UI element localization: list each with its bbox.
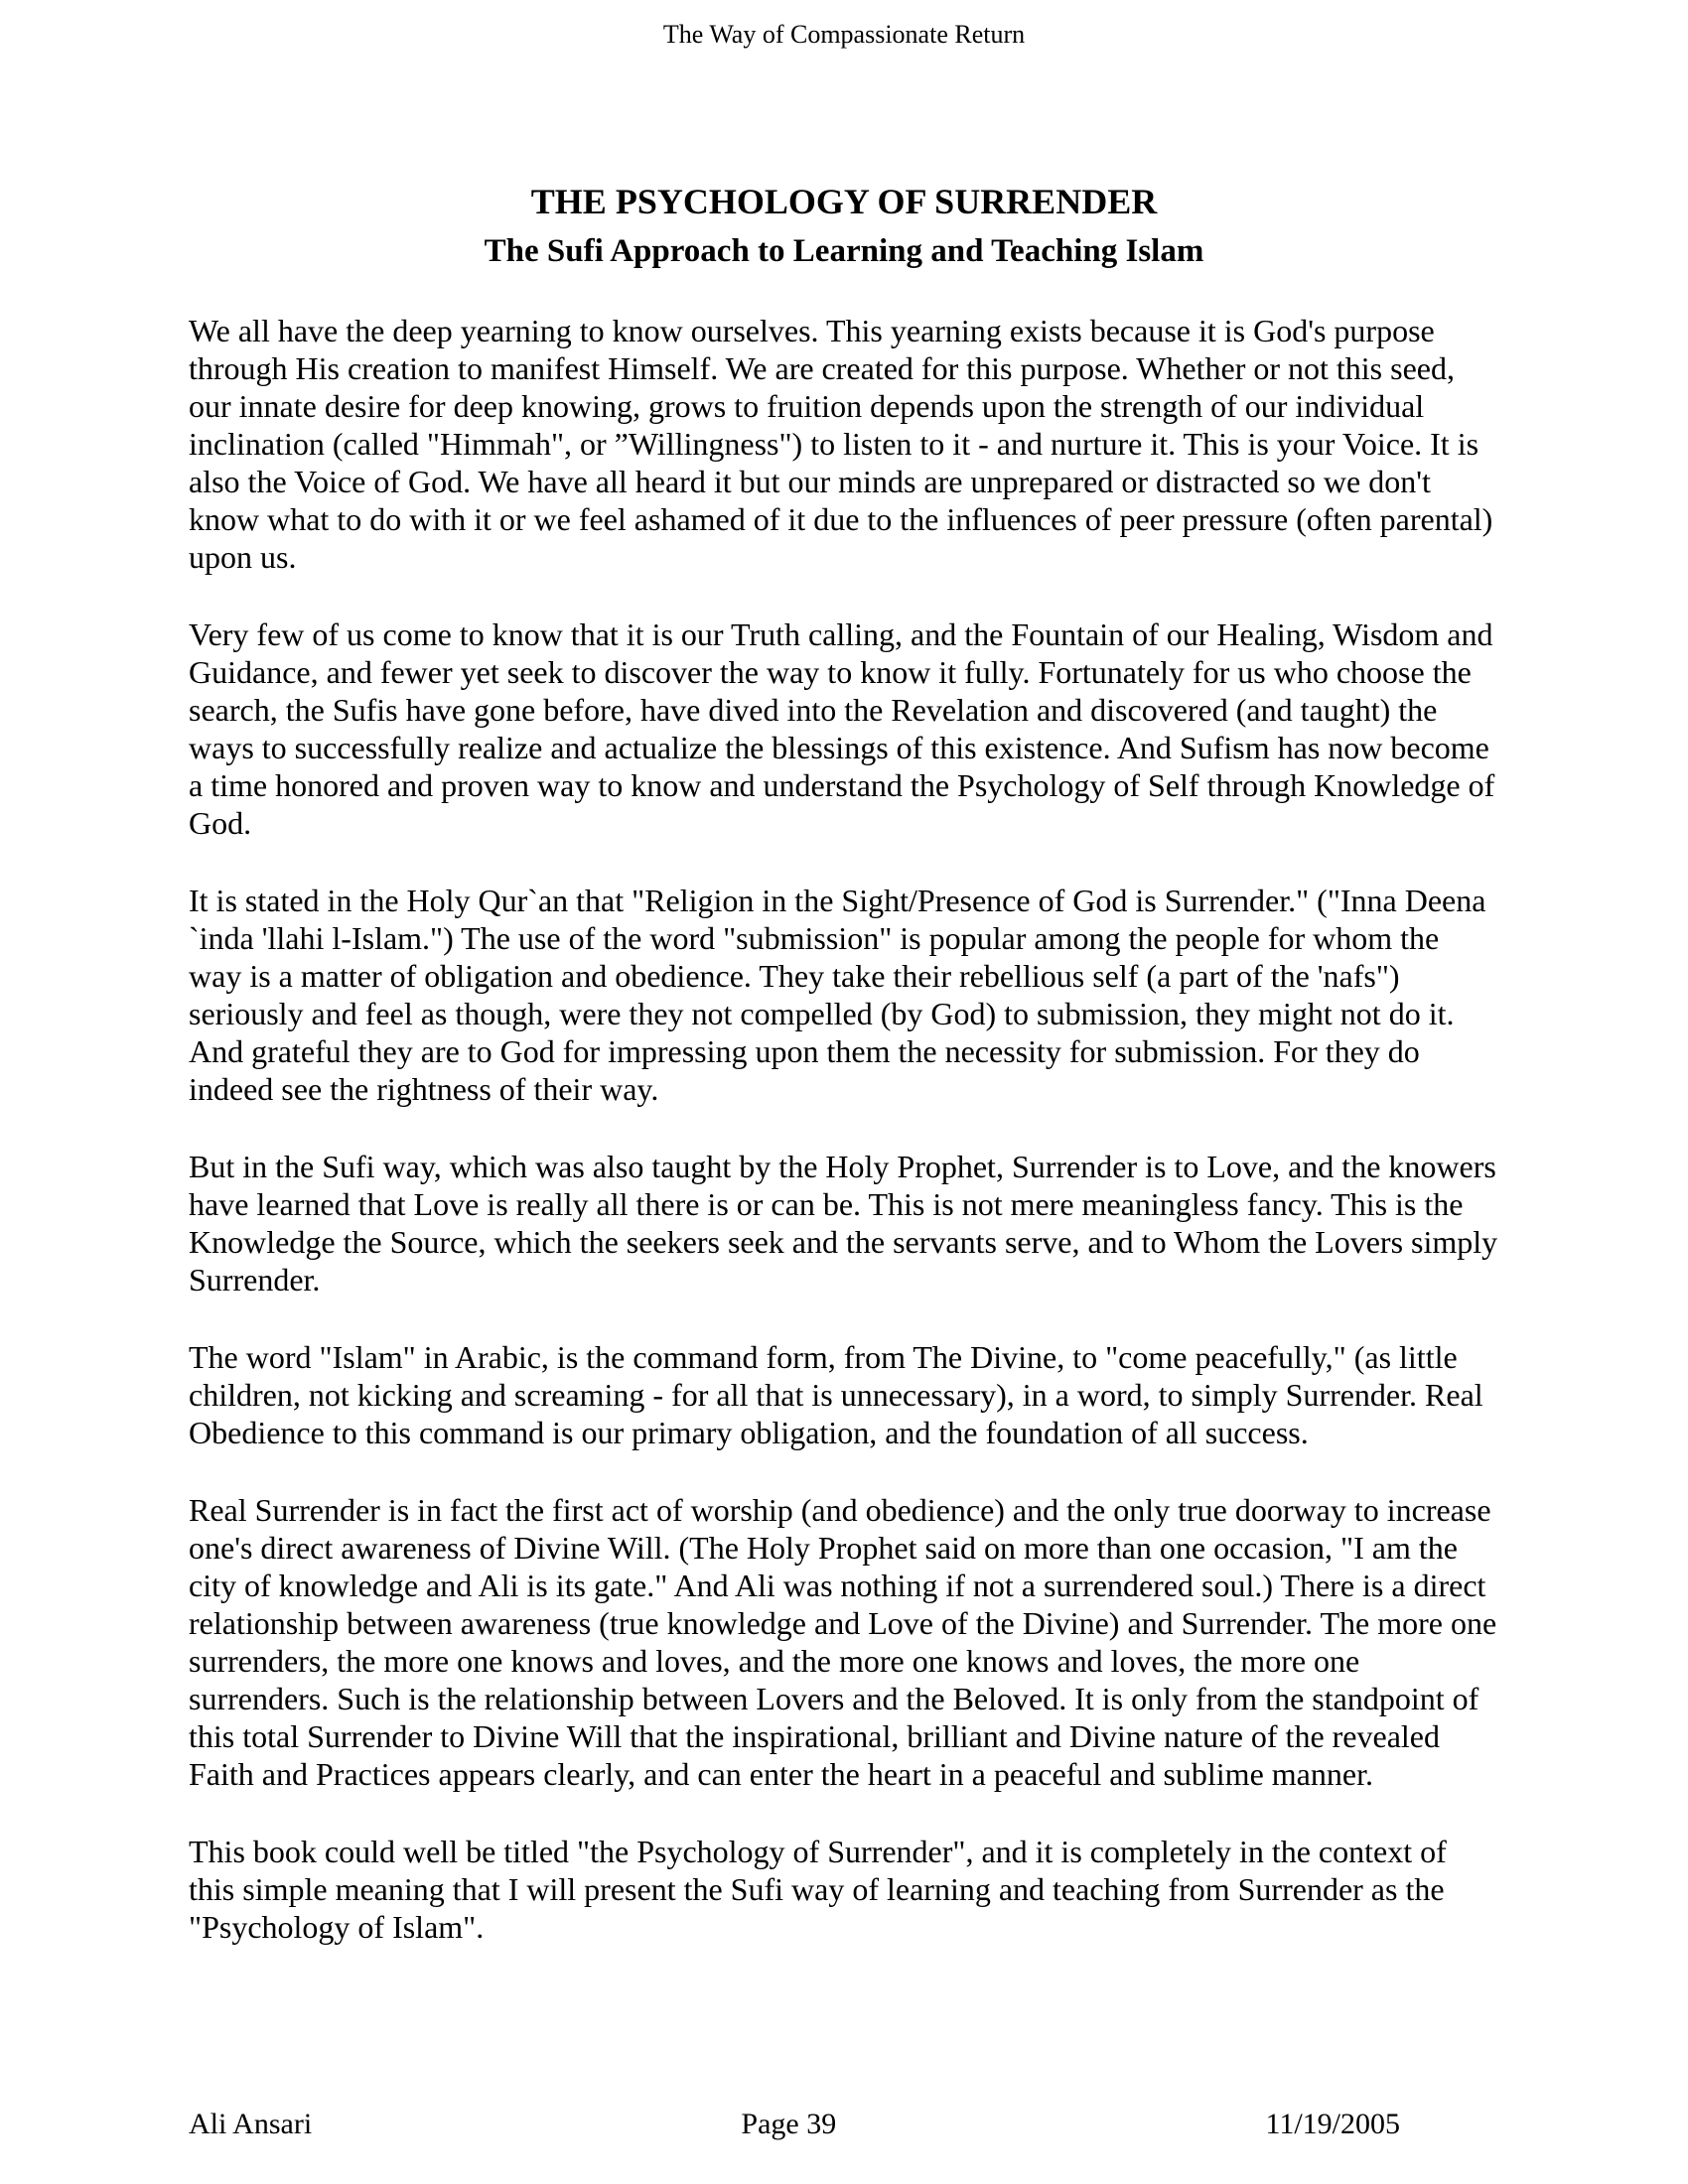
document-title: THE PSYCHOLOGY OF SURRENDER bbox=[530, 182, 1158, 221]
paragraph: This book could well be titled "the Psychology of Surrender", and it is completely in the context of this simple meaning that I will present the Sufi way of learning and teaching from Surrender as the "Psychology of Islam". bbox=[189, 1834, 1447, 1945]
body-text bbox=[189, 312, 1499, 1946]
page-footer bbox=[189, 2107, 1400, 2142]
paragraph: Very few of us come to know that it is our Truth calling, and the Fountain of our Healing, Wisdom and Guidance, and fewer yet seek to discover the way to know it fully. Fortunately for us who choose the search, the Sufis have gone before, have dived into the Revelation and discovered (and taught) the ways to successfully realize and actualize the blessings of this existence. And Sufism has now become a time honored and proven way to know and understand the Psychology of Self through Knowledge of God. bbox=[189, 616, 1495, 841]
page-content bbox=[189, 179, 1499, 1985]
footer-author: Ali Ansari bbox=[189, 2108, 313, 2140]
paragraph: The word "Islam" in Arabic, is the command form, from The Divine, to "come peacefully," (as little children, not kicking and screaming - for all that is unnecessary), in a word, to simply Surrender. Real Obedience to this command is our primary obligation, and the foundation of all success. bbox=[189, 1339, 1483, 1450]
running-header: The Way of Compassionate Return bbox=[662, 20, 1026, 49]
footer-page-number: Page 39 bbox=[741, 2108, 837, 2140]
paragraph: But in the Sufi way, which was also taught by the Holy Prophet, Surrender is to Love, and the knowers have learned that Love is really all there is or can be. This is not mere meaningless fancy. This is the Knowledge the Source, which the seekers seek and the servants serve, and to Whom the Lovers simply Surrender. bbox=[189, 1149, 1498, 1297]
paragraph: It is stated in the Holy Qur`an that "Religion in the Sight/Presence of God is Surrender." ("Inna Deena `inda 'llahi l-Islam.") The use of the word "submission" is popular among the people for whom the way is a matter of obligation and obedience. They take their rebellious self (a part of the 'nafs") seriously and feel as though, were they not compelled (by God) to submission, they might not do it. And grateful they are to God for impressing upon them the necessity for submission. For they do indeed see the rightness of their way. bbox=[189, 883, 1486, 1107]
paragraph: Real Surrender is in fact the first act of worship (and obedience) and the only true doorway to increase one's direct awareness of Divine Will. (The Holy Prophet said on more than one occasion, "I am the city of knowledge and Ali is its gate." And Ali was nothing if not a surrendered soul.) There is a direct relationship between awareness (true knowledge and Love of the Divine) and Surrender. The more one surrenders, the more one knows and loves, and the more one knows and loves, the more one surrenders. Such is the relationship between Lovers and the Beloved. It is only from the standpoint of this total Surrender to Divine Will that the inspirational, brilliant and Divine nature of the revealed Faith and Practices appears clearly, and can enter the heart in a peaceful and sublime manner. bbox=[189, 1492, 1497, 1792]
document-subtitle: The Sufi Approach to Learning and Teaching Islam bbox=[484, 233, 1204, 269]
footer-date: 11/19/2005 bbox=[1265, 2108, 1400, 2140]
paragraph: We all have the deep yearning to know ourselves. This yearning exists because it is God's purpose through His creation to manifest Himself. We are created for this purpose. Whether or not this seed, our innate desire for deep knowing, grows to fruition depends upon the strength of our individual inclination (called "Himmah", or ”Willingness") to listen to it - and nurture it. This is your Voice. It is also the Voice of God. We have all heard it but our minds are unprepared or distracted so we don't know what to do with it or we feel ashamed of it due to the influences of peer pressure (often parental) upon us. bbox=[189, 313, 1493, 575]
